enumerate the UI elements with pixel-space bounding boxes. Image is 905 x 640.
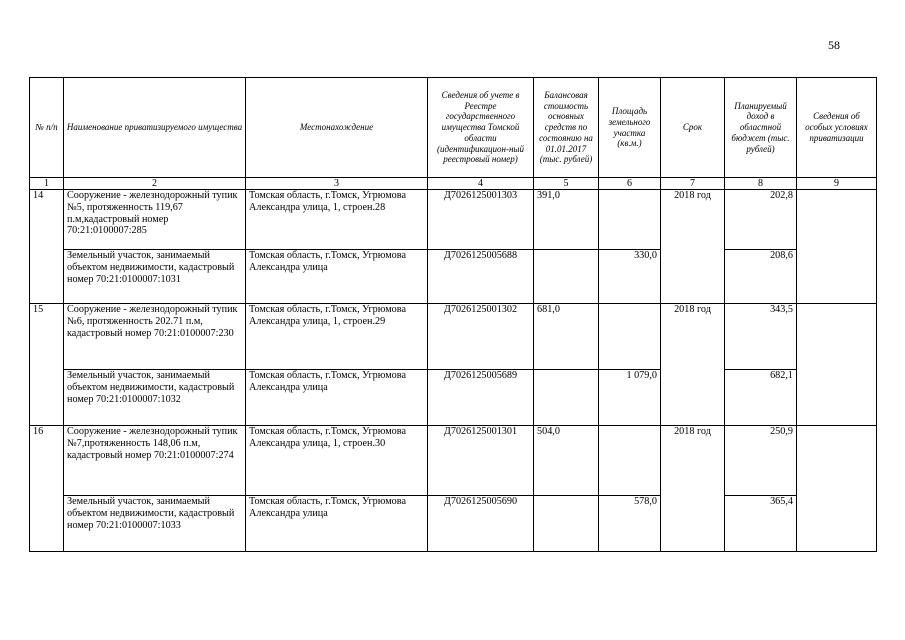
column-number: 5 — [534, 178, 599, 190]
registry-number: Д7026125001301 — [428, 426, 534, 496]
page-number: 58 — [828, 38, 840, 52]
row-number: 15 — [30, 304, 64, 426]
privatization-term: 2018 год — [661, 190, 725, 304]
registry-number: Д7026125005688 — [428, 250, 534, 304]
planned-income: 343,5 — [725, 304, 797, 370]
column-number: 9 — [797, 178, 877, 190]
balance-value: 391,0 — [534, 190, 599, 250]
column-number: 2 — [64, 178, 246, 190]
land-area — [599, 304, 661, 370]
object-name: Сооружение - железнодорожный тупик №7,протяженность 148,06 п.м, кадастровый номер 70:21:0100007:274 — [64, 426, 246, 496]
balance-value — [534, 370, 599, 426]
registry-number: Д7026125001302 — [428, 304, 534, 370]
object-name: Сооружение - железнодорожный тупик №5, протяженность 119,67 п.м,кадастровый номер 70:21:0100007:285 — [64, 190, 246, 250]
header-num: № п/п — [30, 78, 64, 178]
table-row — [30, 304, 877, 370]
registry-number: Д7026125005690 — [428, 496, 534, 552]
column-number: 3 — [246, 178, 428, 190]
balance-value — [534, 250, 599, 304]
privatization-term: 2018 год — [661, 304, 725, 426]
land-area: 330,0 — [599, 250, 661, 304]
planned-income: 682,1 — [725, 370, 797, 426]
object-name: Земельный участок, занимаемый объектом недвижимости, кадастровый номер 70:21:0100007:1033 — [64, 496, 246, 552]
header-balance: Балансовая стоимость основных средств по состоянию на 01.01.2017 (тыс. рублей) — [534, 78, 599, 178]
header-registry: Сведения об учете в Реестре государственного имущества Томской области (идентификацион-ный реестровый номер) — [428, 78, 534, 178]
special-conditions — [797, 190, 877, 304]
header-term: Срок — [661, 78, 725, 178]
land-area: 1 079,0 — [599, 370, 661, 426]
object-location: Томская область, г.Томск, Угрюмова Александра улица — [246, 496, 428, 552]
object-location: Томская область, г.Томск, Угрюмова Александра улица — [246, 370, 428, 426]
header-location: Местонахождение — [246, 78, 428, 178]
column-number-row — [30, 178, 877, 190]
object-location: Томская область, г.Томск, Угрюмова Александра улица, 1, строен.28 — [246, 190, 428, 250]
header-income: Планируемый доход в областной бюджет (тыс. рублей) — [725, 78, 797, 178]
header-area: Площадь земельного участка (кв.м.) — [599, 78, 661, 178]
table-row — [30, 190, 877, 250]
privatization-table — [29, 77, 877, 552]
object-location: Томская область, г.Томск, Угрюмова Александра улица — [246, 250, 428, 304]
object-location: Томская область, г.Томск, Угрюмова Александра улица, 1, строен.30 — [246, 426, 428, 496]
object-name: Сооружение - железнодорожный тупик №6, протяженность 202.71 п.м, кадастровый номер 70:21:0100007:230 — [64, 304, 246, 370]
table-row — [30, 250, 877, 304]
privatization-term: 2018 год — [661, 426, 725, 552]
land-area — [599, 426, 661, 496]
column-number: 8 — [725, 178, 797, 190]
column-number: 1 — [30, 178, 64, 190]
registry-number: Д7026125005689 — [428, 370, 534, 426]
table-row — [30, 370, 877, 426]
land-area — [599, 190, 661, 250]
registry-number: Д7026125001303 — [428, 190, 534, 250]
special-conditions — [797, 426, 877, 552]
balance-value: 504,0 — [534, 426, 599, 496]
object-name: Земельный участок, занимаемый объектом недвижимости, кадастровый номер 70:21:0100007:1032 — [64, 370, 246, 426]
row-number: 16 — [30, 426, 64, 552]
planned-income: 202,8 — [725, 190, 797, 250]
planned-income: 365,4 — [725, 496, 797, 552]
row-number: 14 — [30, 190, 64, 304]
balance-value: 681,0 — [534, 304, 599, 370]
column-number: 4 — [428, 178, 534, 190]
header-name: Наименование приватизируемого имущества — [64, 78, 246, 178]
header-conditions: Сведения об особых условиях приватизации — [797, 78, 877, 178]
table-row — [30, 426, 877, 496]
object-name: Земельный участок, занимаемый объектом недвижимости, кадастровый номер 70:21:0100007:1031 — [64, 250, 246, 304]
column-number: 7 — [661, 178, 725, 190]
special-conditions — [797, 304, 877, 426]
planned-income: 208,6 — [725, 250, 797, 304]
object-location: Томская область, г.Томск, Угрюмова Александра улица, 1, строен.29 — [246, 304, 428, 370]
header-row — [30, 78, 877, 178]
land-area: 578,0 — [599, 496, 661, 552]
column-number: 6 — [599, 178, 661, 190]
table-row — [30, 496, 877, 552]
planned-income: 250,9 — [725, 426, 797, 496]
balance-value — [534, 496, 599, 552]
